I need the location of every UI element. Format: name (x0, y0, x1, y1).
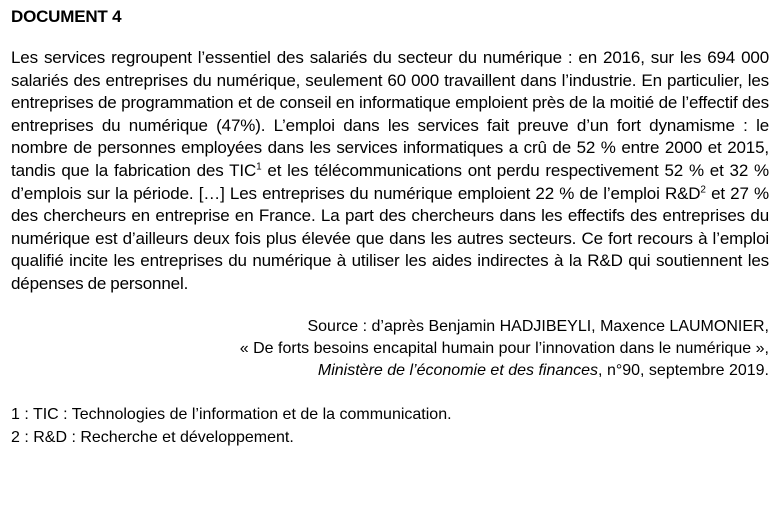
source-publisher: Ministère de l’économie et des finances (317, 362, 599, 380)
source-citation (11, 316, 769, 383)
body-text-part-2: et les télécommunications ont perdu respectivement 52 % et 32 % d’emplois sur la période. […] Les entreprises du numérique emploient 22 % de l’emploi R&D (11, 160, 770, 203)
source-line-1: Source : d’après Benjamin HADJIBEYLI, Maxence LAUMONIER, (307, 317, 769, 335)
document-page (11, 6, 769, 449)
body-text-part-1: Les services regroupent l’essentiel des salariés du secteur du numérique : en 2016, sur les 694 000 salariés des entreprises du numérique, seulement 60 000 travaillent dans l’industrie. En particulier, les entreprises de programmation et de conseil en informatique emploient près de la moitié de l’effectif des entreprises du numérique (47%). L’emploi dans les services fait preuve d’un fort dynamisme : le nombre de personnes employées dans les services informatiques a crû de 52 % entre 2000 et 2015, tandis que la fabrication des TIC (11, 48, 769, 180)
source-line-3 (11, 360, 769, 382)
footnotes (11, 404, 769, 449)
footnote-ref-1: 1 (256, 161, 262, 173)
footnote-2: 2 : R&D : Recherche et développement. (11, 428, 294, 446)
body-text-part-3: et 27 % des chercheurs en entreprise en France. La part des chercheurs dans les effectifs des entreprises du numérique est d’ailleurs deux fois plus élevée que dans les autres secteurs. Ce fort recours à l’emploi qualifié incite les entreprises du numérique à utiliser les aides indirectes à la R&D qui soutiennent les dépenses de personnel. (11, 183, 769, 293)
source-line-2: « De forts besoins encapital humain pour l’innovation dans le numérique », (239, 339, 769, 357)
footnote-1: 1 : TIC : Technologies de l’information et de la communication. (11, 406, 452, 424)
document-body (11, 47, 769, 296)
source-issue: , n°90, septembre 2019. (598, 362, 769, 380)
footnote-ref-2: 2 (700, 183, 706, 195)
document-title: DOCUMENT 4 (11, 7, 122, 26)
